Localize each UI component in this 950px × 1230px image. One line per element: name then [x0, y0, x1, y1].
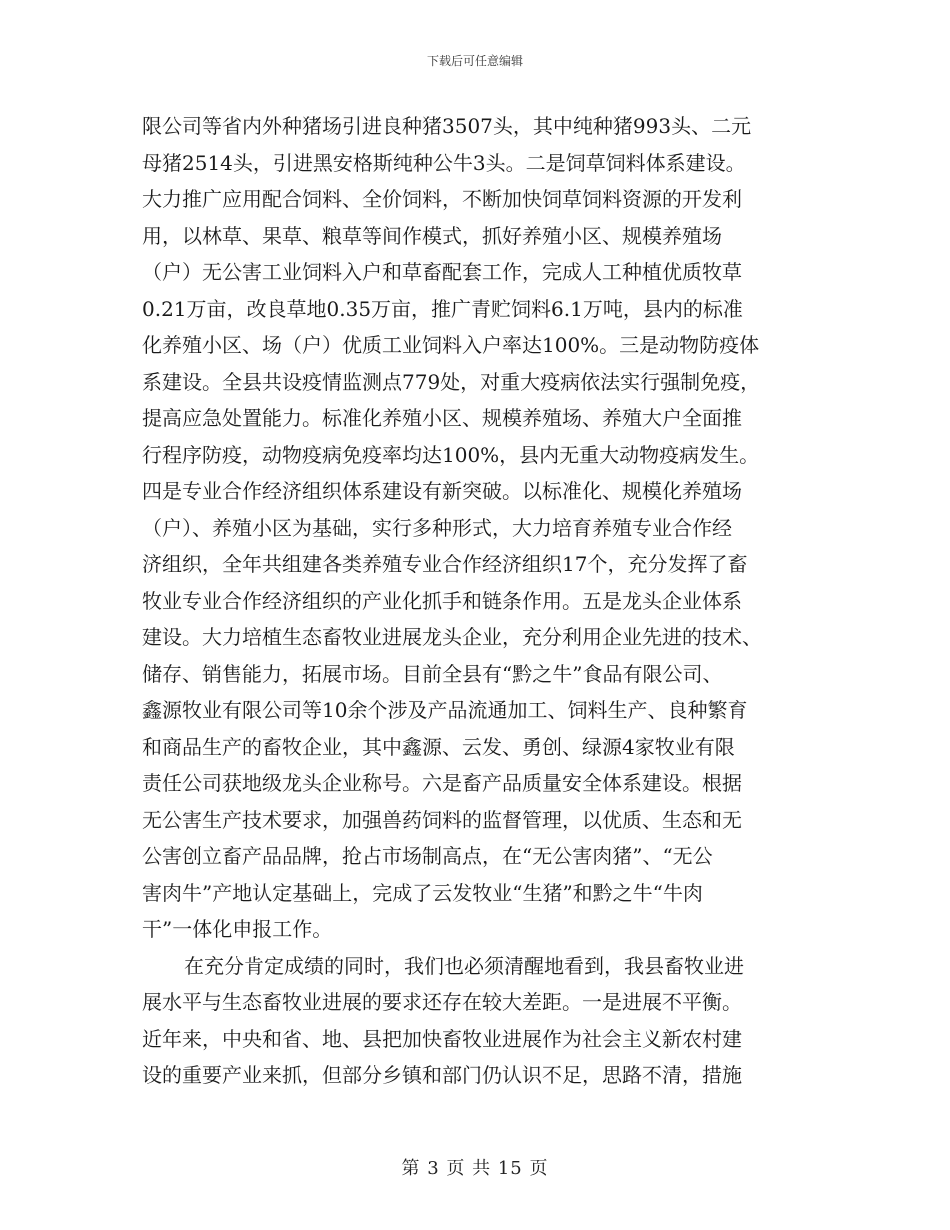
text-line: 济组织，全年共组建各类养殖专业合作经济组织17个，充分发挥了畜 [142, 552, 748, 576]
text-line: 无公害生产技术要求，加强兽药饲料的监督管理，以优质、生态和无 [142, 807, 742, 832]
text-line: 大力推广应用配合饲料、全价饲料，不断加快饲草饲料资源的开发利 [142, 187, 742, 211]
text-line: （户）无公害工业饲料入户和草畜配套工作，完成人工种植优质牧草 [142, 260, 742, 284]
text-line: 在充分肯定成绩的同时，我们也必须清醒地看到，我县畜牧业进 [184, 953, 744, 978]
text-line: 害肉牛”产地认定基础上，完成了云发牧业“生猪”和黔之牛“牛肉 [142, 880, 703, 905]
text-line: 化养殖小区、场（户）优质工业饲料入户率达100%。三是动物防疫体 [142, 333, 760, 357]
text-line: 用，以林草、果草、粮草等间作模式，抓好养殖小区、规模养殖场 [142, 223, 722, 248]
text-line: 和商品生产的畜牧企业，其中鑫源、云发、勇创、绿源4家牧业有限 [142, 734, 735, 759]
text-line: 四是专业合作经济组织体系建设有新突破。以标准化、规模化养殖场 [142, 479, 742, 503]
page-header: 下载后可任意编辑 [426, 54, 523, 68]
text-line: 鑫源牧业有限公司等10余个涉及产品流通加工、饲料生产、良种繁育 [142, 698, 748, 722]
text-line: 0.21万亩，改良草地0.35万亩，推广青贮饲料6.1万吨，县内的标准 [142, 296, 743, 321]
text-line: 建设。大力培植生态畜牧业进展龙头企业，充分利用企业先进的技术、 [142, 625, 762, 649]
paragraph [142, 108, 812, 948]
text-line: 牧业专业合作经济组织的产业化抓手和链条作用。五是龙头企业体系 [142, 588, 742, 613]
text-line: 母猪2514头，引进黑安格斯纯种公牛3头。二是饲草饲料体系建设。 [142, 150, 746, 175]
text-line: 展水平与生态畜牧业进展的要求还存在较大差距。一是进展不平衡。 [142, 990, 742, 1014]
text-line: 近年来，中央和省、地、县把加快畜牧业进展作为社会主义新农村建 [142, 1026, 742, 1051]
text-line: 责任公司获地级龙头企业称号。六是畜产品质量安全体系建设。根据 [142, 771, 742, 795]
text-line: 储存、销售能力，拓展市场。目前全县有“黔之牛”食品有限公司、 [142, 661, 723, 686]
document-body [142, 108, 812, 1094]
text-line: 系建设。全县共设疫情监测点779处，对重大疫病依法实行强制免疫， [142, 369, 761, 394]
paragraph [142, 948, 812, 1094]
text-line: 提高应急处置能力。标准化养殖小区、规模养殖场、养殖大户全面推 [142, 406, 742, 430]
text-line: 限公司等省内外种猪场引进良种猪3507头，其中纯种猪993头、二元 [142, 114, 752, 138]
text-line: 公害创立畜产品品牌，抢占市场制高点，在“无公害肉猪”、“无公 [142, 844, 713, 868]
text-line: 干”一体化申报工作。 [142, 917, 333, 941]
text-line: 行程序防疫，动物疫病免疫率均达100%，县内无重大动物疫病发生。 [142, 442, 760, 467]
text-line: 设的重要产业来抓，但部分乡镇和部门仍认识不足，思路不清，措施 [142, 1063, 742, 1087]
page-footer: 第 3 页 共 15 页 [401, 1158, 549, 1179]
text-line: （户）、养殖小区为基础，实行多种形式，大力培育养殖专业合作经 [142, 515, 732, 540]
